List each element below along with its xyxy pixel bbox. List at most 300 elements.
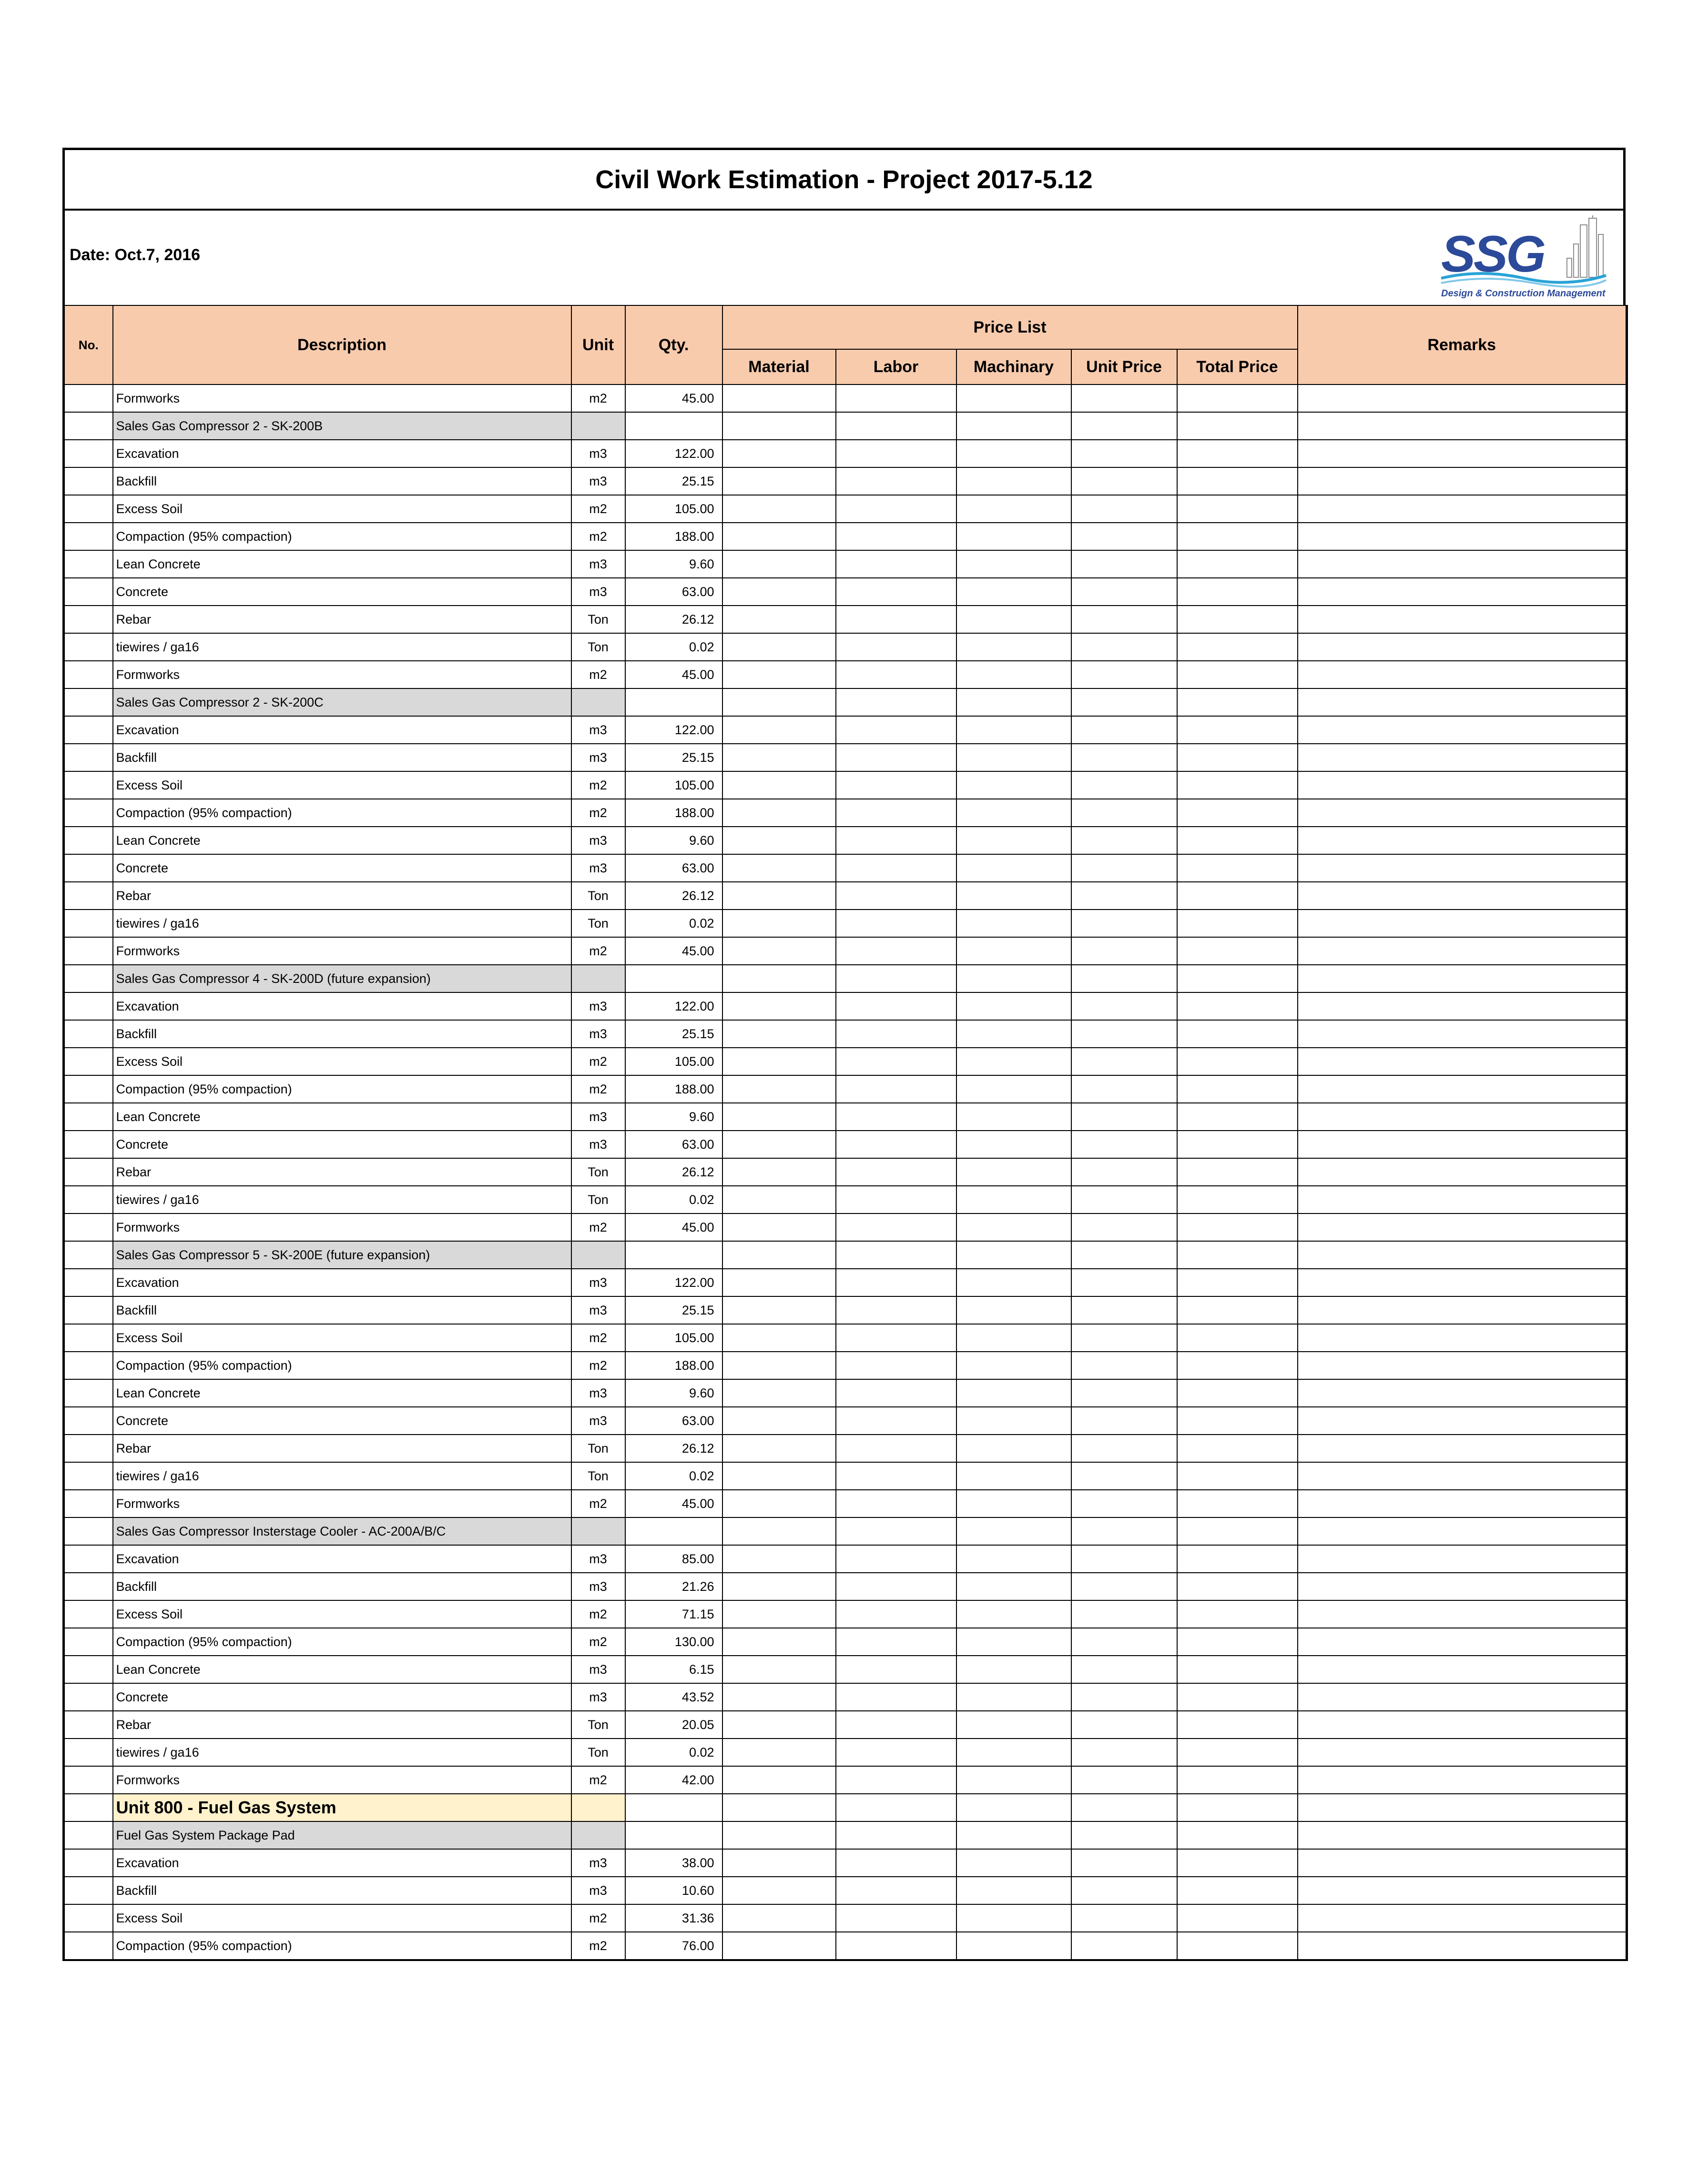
no-cell — [64, 1462, 113, 1490]
labor-cell — [836, 937, 956, 965]
labor-cell — [836, 384, 956, 412]
machinary-cell — [956, 937, 1071, 965]
machinary-cell — [956, 1628, 1071, 1656]
labor-cell — [836, 412, 956, 440]
table-row — [64, 1379, 1627, 1407]
table-row — [64, 1656, 1627, 1683]
machinary-cell — [956, 606, 1071, 633]
no-cell — [64, 1352, 113, 1379]
no-cell — [64, 965, 113, 992]
unit-price-cell — [1071, 716, 1177, 744]
unit-price-cell — [1071, 1241, 1177, 1269]
material-cell — [722, 1849, 836, 1877]
machinary-cell — [956, 1296, 1071, 1324]
total-price-cell — [1177, 799, 1298, 827]
remarks-cell — [1298, 1103, 1627, 1131]
description-cell: tiewires / ga16 — [113, 1739, 571, 1766]
total-price-cell — [1177, 440, 1298, 467]
remarks-cell — [1298, 1656, 1627, 1683]
unit-price-cell — [1071, 440, 1177, 467]
table-row — [64, 606, 1627, 633]
machinary-cell — [956, 1435, 1071, 1462]
labor-cell — [836, 799, 956, 827]
unit-price-cell — [1071, 992, 1177, 1020]
machinary-cell — [956, 1600, 1071, 1628]
unit-cell — [571, 688, 625, 716]
total-price-cell — [1177, 1656, 1298, 1683]
qty-cell: 9.60 — [625, 827, 722, 854]
qty-cell: 6.15 — [625, 1656, 722, 1683]
document-date: Date: Oct.7, 2016 — [70, 246, 201, 264]
description-cell: Backfill — [113, 744, 571, 771]
labor-cell — [836, 1656, 956, 1683]
qty-cell: 76.00 — [625, 1932, 722, 1960]
total-price-cell — [1177, 578, 1298, 606]
table-row — [64, 854, 1627, 882]
labor-cell — [836, 854, 956, 882]
table-row — [64, 1407, 1627, 1435]
remarks-cell — [1298, 1821, 1627, 1849]
qty-cell: 63.00 — [625, 1407, 722, 1435]
table-row — [64, 1324, 1627, 1352]
labor-cell — [836, 1020, 956, 1048]
labor-cell — [836, 440, 956, 467]
description-cell: Rebar — [113, 606, 571, 633]
material-cell — [722, 1683, 836, 1711]
remarks-cell — [1298, 1131, 1627, 1158]
unit-cell: Ton — [571, 1462, 625, 1490]
material-cell — [722, 1711, 836, 1739]
total-price-cell — [1177, 1932, 1298, 1960]
machinary-cell — [956, 1656, 1071, 1683]
machinary-cell — [956, 1517, 1071, 1545]
no-cell — [64, 1158, 113, 1186]
no-cell — [64, 412, 113, 440]
section-row — [64, 412, 1627, 440]
remarks-cell — [1298, 495, 1627, 523]
unit-cell: m3 — [571, 467, 625, 495]
description-cell: Lean Concrete — [113, 1379, 571, 1407]
machinary-cell — [956, 661, 1071, 688]
remarks-cell — [1298, 1296, 1627, 1324]
no-cell — [64, 1103, 113, 1131]
no-cell — [64, 384, 113, 412]
machinary-cell — [956, 440, 1071, 467]
section-row — [64, 965, 1627, 992]
no-cell — [64, 1379, 113, 1407]
labor-cell — [836, 1766, 956, 1794]
no-cell — [64, 1877, 113, 1904]
total-price-cell — [1177, 910, 1298, 937]
col-header-unit-price: Unit Price — [1071, 349, 1177, 384]
unit-price-cell — [1071, 882, 1177, 910]
description-cell: Sales Gas Compressor 2 - SK-200C — [113, 688, 571, 716]
machinary-cell — [956, 744, 1071, 771]
total-price-cell — [1177, 495, 1298, 523]
remarks-cell — [1298, 661, 1627, 688]
unit-price-cell — [1071, 771, 1177, 799]
unit-cell: m2 — [571, 523, 625, 550]
labor-cell — [836, 1324, 956, 1352]
unit-heading-row — [64, 1794, 1627, 1821]
machinary-cell — [956, 384, 1071, 412]
description-cell: Lean Concrete — [113, 1103, 571, 1131]
total-price-cell — [1177, 1131, 1298, 1158]
unit-cell: Ton — [571, 1186, 625, 1213]
qty-cell: 0.02 — [625, 1462, 722, 1490]
description-cell: Excavation — [113, 440, 571, 467]
machinary-cell — [956, 688, 1071, 716]
description-cell: Formworks — [113, 1766, 571, 1794]
labor-cell — [836, 467, 956, 495]
remarks-cell — [1298, 1269, 1627, 1296]
unit-price-cell — [1071, 744, 1177, 771]
total-price-cell — [1177, 1821, 1298, 1849]
material-cell — [722, 384, 836, 412]
no-cell — [64, 1821, 113, 1849]
total-price-cell — [1177, 1048, 1298, 1075]
labor-cell — [836, 688, 956, 716]
unit-cell: m2 — [571, 1324, 625, 1352]
description-cell: Excess Soil — [113, 1324, 571, 1352]
no-cell — [64, 771, 113, 799]
no-cell — [64, 606, 113, 633]
no-cell — [64, 1600, 113, 1628]
estimation-table — [62, 305, 1628, 1961]
table-row — [64, 1683, 1627, 1711]
no-cell — [64, 1683, 113, 1711]
remarks-cell — [1298, 1794, 1627, 1821]
description-cell: Concrete — [113, 854, 571, 882]
qty-cell: 71.15 — [625, 1600, 722, 1628]
total-price-cell — [1177, 633, 1298, 661]
qty-cell: 0.02 — [625, 1186, 722, 1213]
qty-cell: 25.15 — [625, 1296, 722, 1324]
table-row — [64, 1932, 1627, 1960]
qty-cell: 85.00 — [625, 1545, 722, 1573]
machinary-cell — [956, 1877, 1071, 1904]
material-cell — [722, 1379, 836, 1407]
no-cell — [64, 1241, 113, 1269]
description-cell: Sales Gas Compressor 4 - SK-200D (future expansion) — [113, 965, 571, 992]
qty-cell: 188.00 — [625, 523, 722, 550]
description-cell: Concrete — [113, 1407, 571, 1435]
remarks-cell — [1298, 1739, 1627, 1766]
unit-price-cell — [1071, 1020, 1177, 1048]
machinary-cell — [956, 1904, 1071, 1932]
labor-cell — [836, 1407, 956, 1435]
material-cell — [722, 606, 836, 633]
machinary-cell — [956, 1683, 1071, 1711]
description-cell: Excess Soil — [113, 495, 571, 523]
remarks-cell — [1298, 827, 1627, 854]
unit-cell — [571, 1241, 625, 1269]
remarks-cell — [1298, 1241, 1627, 1269]
material-cell — [722, 1490, 836, 1517]
unit-price-cell — [1071, 1048, 1177, 1075]
remarks-cell — [1298, 467, 1627, 495]
no-cell — [64, 1517, 113, 1545]
labor-cell — [836, 1435, 956, 1462]
qty-cell: 9.60 — [625, 1103, 722, 1131]
description-cell: Concrete — [113, 1683, 571, 1711]
section-row — [64, 1517, 1627, 1545]
labor-cell — [836, 1628, 956, 1656]
unit-price-cell — [1071, 1877, 1177, 1904]
remarks-cell — [1298, 606, 1627, 633]
total-price-cell — [1177, 771, 1298, 799]
qty-cell: 105.00 — [625, 495, 722, 523]
remarks-cell — [1298, 1158, 1627, 1186]
total-price-cell — [1177, 1490, 1298, 1517]
unit-price-cell — [1071, 1904, 1177, 1932]
unit-cell: Ton — [571, 882, 625, 910]
remarks-cell — [1298, 1600, 1627, 1628]
total-price-cell — [1177, 1766, 1298, 1794]
table-row — [64, 910, 1627, 937]
machinary-cell — [956, 1407, 1071, 1435]
unit-price-cell — [1071, 1849, 1177, 1877]
building-icon — [1567, 215, 1603, 277]
total-price-cell — [1177, 1435, 1298, 1462]
description-cell: Excess Soil — [113, 1600, 571, 1628]
qty-cell — [625, 412, 722, 440]
no-cell — [64, 1628, 113, 1656]
unit-price-cell — [1071, 1490, 1177, 1517]
labor-cell — [836, 578, 956, 606]
unit-cell: Ton — [571, 910, 625, 937]
material-cell — [722, 1877, 836, 1904]
no-cell — [64, 744, 113, 771]
material-cell — [722, 1600, 836, 1628]
remarks-cell — [1298, 1324, 1627, 1352]
labor-cell — [836, 1462, 956, 1490]
remarks-cell — [1298, 1573, 1627, 1600]
total-price-cell — [1177, 1296, 1298, 1324]
unit-cell: m3 — [571, 1683, 625, 1711]
logo-tagline: Design & Construction Management — [1441, 288, 1606, 299]
material-cell — [722, 550, 836, 578]
description-cell: Backfill — [113, 1877, 571, 1904]
unit-price-cell — [1071, 799, 1177, 827]
table-row — [64, 1849, 1627, 1877]
total-price-cell — [1177, 467, 1298, 495]
unit-price-cell — [1071, 1711, 1177, 1739]
table-row — [64, 1877, 1627, 1904]
unit-price-cell — [1071, 1435, 1177, 1462]
no-cell — [64, 467, 113, 495]
table-row — [64, 1269, 1627, 1296]
unit-cell: m2 — [571, 1048, 625, 1075]
qty-cell: 9.60 — [625, 1379, 722, 1407]
unit-price-cell — [1071, 965, 1177, 992]
total-price-cell — [1177, 882, 1298, 910]
qty-cell — [625, 1821, 722, 1849]
total-price-cell — [1177, 688, 1298, 716]
remarks-cell — [1298, 1932, 1627, 1960]
remarks-cell — [1298, 1490, 1627, 1517]
unit-price-cell — [1071, 1932, 1177, 1960]
material-cell — [722, 1020, 836, 1048]
remarks-cell — [1298, 1020, 1627, 1048]
machinary-cell — [956, 1158, 1071, 1186]
material-cell — [722, 1462, 836, 1490]
unit-cell: m2 — [571, 1932, 625, 1960]
remarks-cell — [1298, 1849, 1627, 1877]
labor-cell — [836, 1683, 956, 1711]
total-price-cell — [1177, 1269, 1298, 1296]
col-header-price-list: Price List — [722, 305, 1298, 349]
machinary-cell — [956, 992, 1071, 1020]
total-price-cell — [1177, 965, 1298, 992]
no-cell — [64, 716, 113, 744]
unit-price-cell — [1071, 1573, 1177, 1600]
machinary-cell — [956, 1766, 1071, 1794]
unit-price-cell — [1071, 1296, 1177, 1324]
machinary-cell — [956, 1462, 1071, 1490]
unit-price-cell — [1071, 495, 1177, 523]
no-cell — [64, 1932, 113, 1960]
description-cell: Excavation — [113, 1545, 571, 1573]
material-cell — [722, 1739, 836, 1766]
material-cell — [722, 1517, 836, 1545]
total-price-cell — [1177, 1324, 1298, 1352]
description-cell: Excavation — [113, 1849, 571, 1877]
estimation-sheet — [62, 148, 1626, 1961]
description-cell: Formworks — [113, 1213, 571, 1241]
total-price-cell — [1177, 1407, 1298, 1435]
description-cell: Formworks — [113, 661, 571, 688]
table-row — [64, 1462, 1627, 1490]
material-cell — [722, 882, 836, 910]
table-row — [64, 771, 1627, 799]
total-price-cell — [1177, 1739, 1298, 1766]
unit-cell: m3 — [571, 827, 625, 854]
material-cell — [722, 1324, 836, 1352]
table-row — [64, 1739, 1627, 1766]
unit-price-cell — [1071, 606, 1177, 633]
logo-wordmark: SSG — [1441, 225, 1545, 283]
unit-price-cell — [1071, 688, 1177, 716]
machinary-cell — [956, 1932, 1071, 1960]
total-price-cell — [1177, 1186, 1298, 1213]
qty-cell: 63.00 — [625, 1131, 722, 1158]
labor-cell — [836, 1158, 956, 1186]
material-cell — [722, 495, 836, 523]
total-price-cell — [1177, 1683, 1298, 1711]
description-cell: Concrete — [113, 1131, 571, 1158]
qty-cell — [625, 1794, 722, 1821]
no-cell — [64, 1849, 113, 1877]
table-row — [64, 937, 1627, 965]
total-price-cell — [1177, 606, 1298, 633]
qty-cell: 122.00 — [625, 1269, 722, 1296]
no-cell — [64, 633, 113, 661]
total-price-cell — [1177, 1020, 1298, 1048]
table-row — [64, 523, 1627, 550]
unit-cell: m3 — [571, 1379, 625, 1407]
labor-cell — [836, 1877, 956, 1904]
machinary-cell — [956, 1711, 1071, 1739]
qty-cell: 9.60 — [625, 550, 722, 578]
labor-cell — [836, 495, 956, 523]
remarks-cell — [1298, 384, 1627, 412]
remarks-cell — [1298, 1462, 1627, 1490]
total-price-cell — [1177, 1545, 1298, 1573]
machinary-cell — [956, 1213, 1071, 1241]
material-cell — [722, 799, 836, 827]
qty-cell: 105.00 — [625, 1324, 722, 1352]
machinary-cell — [956, 1241, 1071, 1269]
table-row — [64, 1296, 1627, 1324]
machinary-cell — [956, 1269, 1071, 1296]
material-cell — [722, 744, 836, 771]
unit-price-cell — [1071, 1600, 1177, 1628]
description-cell: Concrete — [113, 578, 571, 606]
machinary-cell — [956, 854, 1071, 882]
description-cell: Fuel Gas System Package Pad — [113, 1821, 571, 1849]
no-cell — [64, 1020, 113, 1048]
total-price-cell — [1177, 854, 1298, 882]
labor-cell — [836, 1048, 956, 1075]
machinary-cell — [956, 882, 1071, 910]
unit-cell: m2 — [571, 384, 625, 412]
material-cell — [722, 716, 836, 744]
material-cell — [722, 1794, 836, 1821]
qty-cell: 31.36 — [625, 1904, 722, 1932]
table-row — [64, 1573, 1627, 1600]
labor-cell — [836, 771, 956, 799]
labor-cell — [836, 992, 956, 1020]
no-cell — [64, 688, 113, 716]
qty-cell: 26.12 — [625, 1435, 722, 1462]
unit-cell: m3 — [571, 854, 625, 882]
machinary-cell — [956, 965, 1071, 992]
labor-cell — [836, 1269, 956, 1296]
machinary-cell — [956, 1849, 1071, 1877]
labor-cell — [836, 716, 956, 744]
unit-price-cell — [1071, 1407, 1177, 1435]
machinary-cell — [956, 1103, 1071, 1131]
no-cell — [64, 1048, 113, 1075]
unit-price-cell — [1071, 550, 1177, 578]
qty-cell: 21.26 — [625, 1573, 722, 1600]
remarks-cell — [1298, 1517, 1627, 1545]
material-cell — [722, 661, 836, 688]
col-header-remarks: Remarks — [1298, 305, 1627, 384]
unit-cell: m3 — [571, 1269, 625, 1296]
table-row — [64, 1103, 1627, 1131]
qty-cell: 0.02 — [625, 633, 722, 661]
unit-price-cell — [1071, 578, 1177, 606]
machinary-cell — [956, 1020, 1071, 1048]
no-cell — [64, 910, 113, 937]
description-cell: Backfill — [113, 1296, 571, 1324]
total-price-cell — [1177, 744, 1298, 771]
table-row — [64, 1020, 1627, 1048]
material-cell — [722, 1435, 836, 1462]
qty-cell: 188.00 — [625, 1352, 722, 1379]
description-cell: Backfill — [113, 467, 571, 495]
unit-price-cell — [1071, 633, 1177, 661]
table-row — [64, 661, 1627, 688]
labor-cell — [836, 1296, 956, 1324]
unit-price-cell — [1071, 1794, 1177, 1821]
table-row — [64, 1766, 1627, 1794]
machinary-cell — [956, 467, 1071, 495]
total-price-cell — [1177, 1794, 1298, 1821]
machinary-cell — [956, 495, 1071, 523]
